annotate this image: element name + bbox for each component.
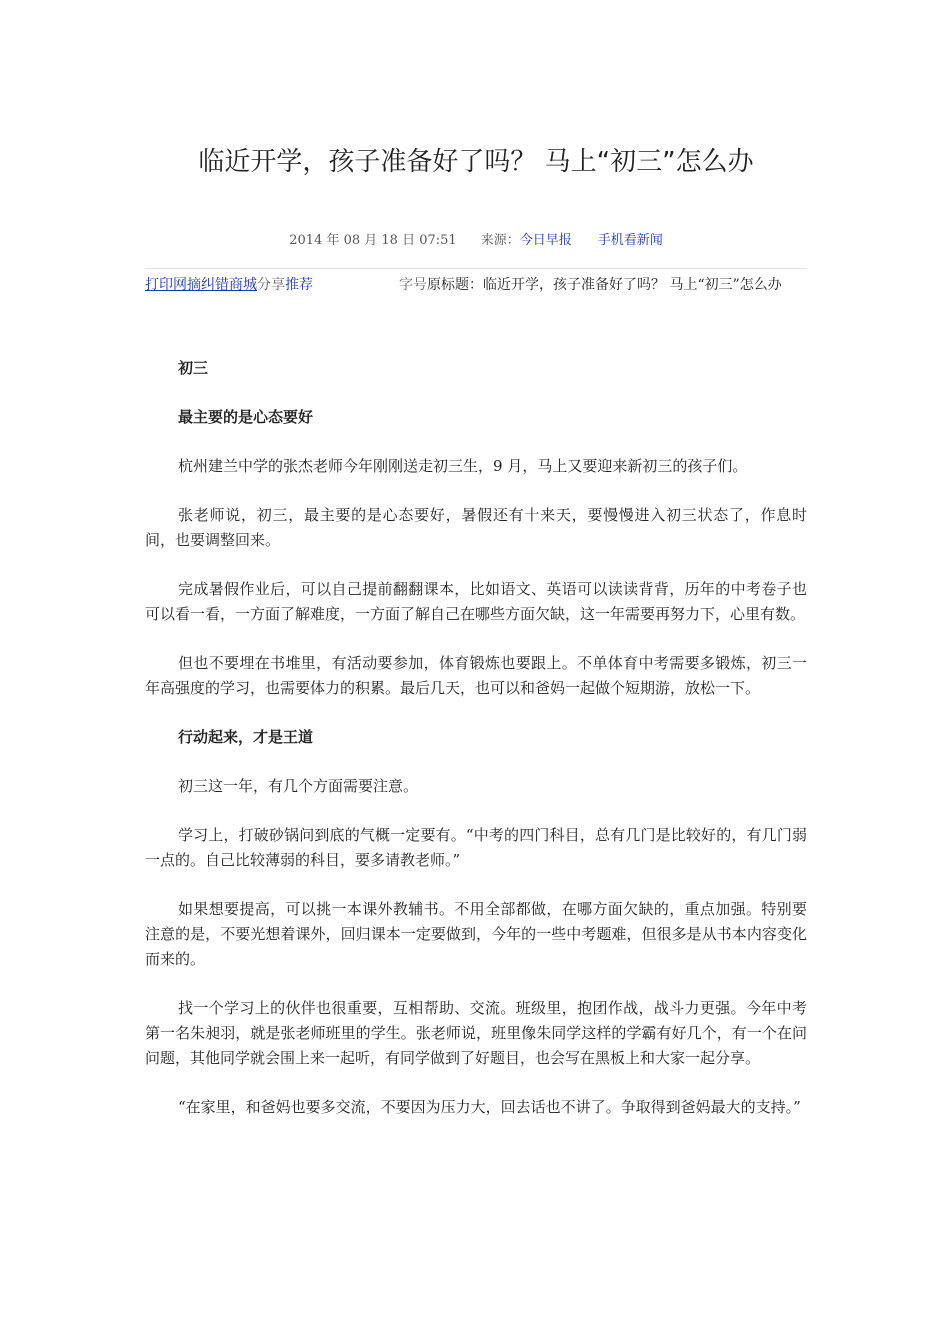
print-link[interactable]: 打印: [145, 277, 173, 293]
body-paragraph: 学习上，打破砂锅问到底的气概一定要有。“中考的四门科目，总有几门是比较好的，有几门弱一点的。自己比较薄弱的科目，要多请教老师。”: [145, 826, 807, 869]
font-size-control[interactable]: 字号: [399, 277, 427, 293]
article-title: 临近开学，孩子准备好了吗？ 马上“初三”怎么办: [198, 147, 754, 177]
article-toolbar: [145, 273, 807, 298]
web-clip-link[interactable]: 网摘: [173, 277, 201, 293]
body-paragraph: 如果想要提高，可以挑一本课外教辅书。不用全部都做，在哪方面欠缺的，重点加强。特别要注意的是，不要光想着课外，回归课本一定要做到，今年的一些中考题难，但很多是从书本内容变化而来的。: [145, 900, 807, 968]
body-paragraph: “在家里，和爸妈也要多交流，不要因为压力大，回去话也不讲了。争取得到爸妈最大的支持。”: [178, 1098, 801, 1116]
publish-date: 2014 年 08 月 18 日 07:51: [289, 233, 457, 248]
article-meta: [145, 230, 807, 252]
mobile-news-link[interactable]: 手机看新闻: [597, 233, 663, 248]
recommend-link[interactable]: 推荐: [285, 277, 313, 293]
section-heading: 最主要的是心态要好: [178, 408, 314, 426]
body-paragraph: 初三这一年，有几个方面需要注意。: [178, 777, 419, 795]
section-heading: 行动起来，才是王道: [178, 728, 314, 746]
article-body: [145, 356, 807, 1144]
error-report-link[interactable]: 纠错: [201, 277, 229, 293]
header-divider: [145, 268, 807, 269]
share-label[interactable]: 分享: [257, 277, 285, 293]
body-paragraph: 找一个学习上的伙伴也很重要，互相帮助、交流。班级里，抱团作战，战斗力更强。今年中考第一名朱昶羽，就是张老师班里的学生。张老师说，班里像朱同学这样的学霸有好几个，有一个在问问题，其他同学就会围上来一起听，有同学做到了好题目，也会写在黑板上和大家一起分享。: [145, 999, 807, 1067]
body-paragraph: 杭州建兰中学的张杰老师今年刚刚送走初三生，9 月，马上又要迎来新初三的孩子们。: [178, 457, 748, 475]
source-label: 来源：: [480, 233, 520, 248]
mall-link[interactable]: 商城: [229, 277, 257, 293]
body-paragraph: 完成暑假作业后，可以自己提前翻翻课本，比如语文、英语可以读读背背，历年的中考卷子也可以看一看，一方面了解难度，一方面了解自己在哪些方面欠缺，这一年需要再努力下，心里有数。: [145, 580, 807, 623]
original-title: 原标题：临近开学，孩子准备好了吗？ 马上“初三”怎么办: [427, 277, 782, 293]
source-link[interactable]: 今日早报: [519, 233, 572, 248]
body-paragraph: 张老师说，初三，最主要的是心态要好，暑假还有十来天，要慢慢进入初三状态了，作息时间，也要调整回来。: [145, 506, 807, 549]
section-heading: 初三: [178, 359, 209, 377]
body-paragraph: 但也不要埋在书堆里，有活动要参加，体育锻炼也要跟上。不单体育中考需要多锻炼，初三一年高强度的学习，也需要体力的积累。最后几天，也可以和爸妈一起做个短期游，放松一下。: [145, 654, 807, 697]
